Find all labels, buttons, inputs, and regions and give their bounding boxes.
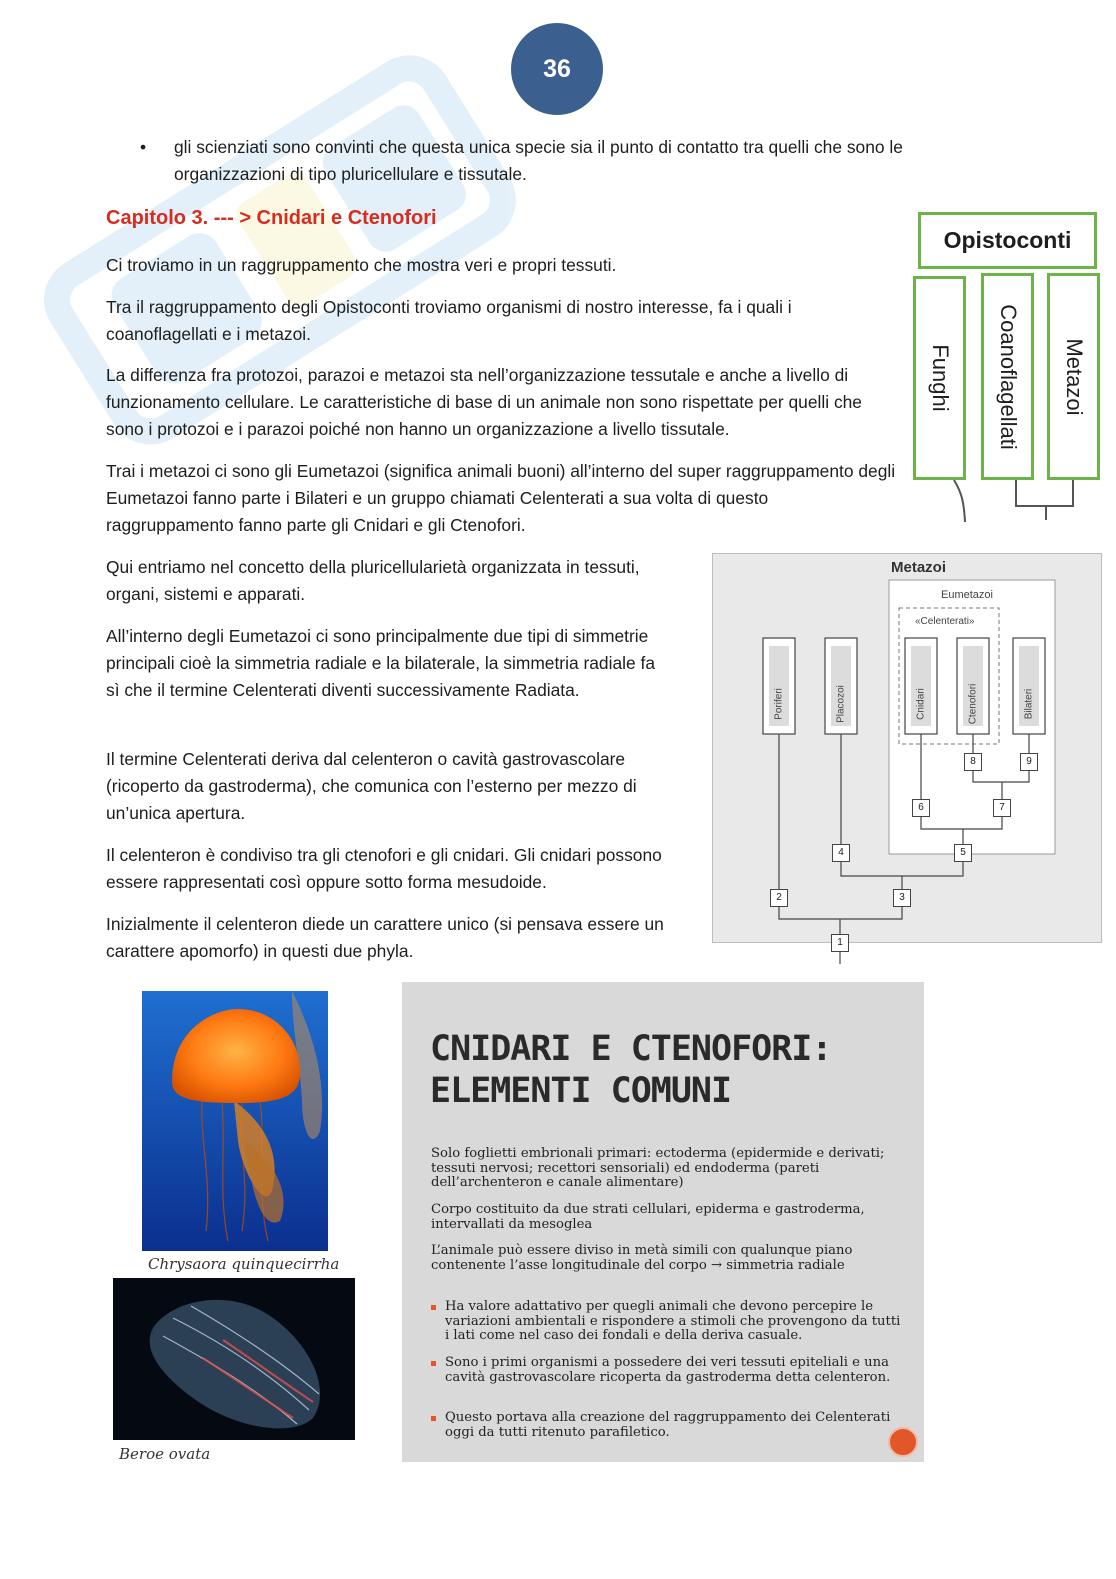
slide-bullet-2 [431,1356,901,1385]
slide-title-line-1: CNIDARI E CTENOFORI: [430,1029,832,1069]
page-number: 36 [543,54,571,83]
slide-title-line-2: ELEMENTI COMUNI [430,1071,732,1111]
slide-paragraph-2: Corpo costituito da due strati cellulari, epiderma e gastroderma, intervallati da mesoglea [431,1202,865,1232]
tree-node-6: 6 [912,799,930,817]
taxon-cnidari: Cnidari [915,688,927,720]
slide-bullet-3 [431,1411,901,1440]
jellyfish-caption: Chrysaora quinquecirrha [148,1255,340,1273]
bullet-text: gli scienziati sono convinti che questa unica specie sia il punto di contatto tra quelli che sono le organizzazioni di tipo pluricellulare e tissutale. [174,137,903,185]
celenterati-label: «Celenterati» [915,616,975,627]
funghi-label: Funghi [927,344,953,412]
slide-paragraph-1: Solo foglietti embrionali primari: ectoderma (epidermide e derivati; tessuti nervosi; recettori sensoriali) ed endoderma (pareti dell’archenteron e canale alimentare) [431,1146,885,1191]
opistoconti-box [918,212,1097,269]
opistoconti-title: Opistoconti [943,227,1072,253]
paragraph-9: Inizialmente il celenteron diede un carattere unico (si pensava essere un carattere apomorfo) in questi due phyla. [106,914,664,962]
slide-bullet-2-text: Sono i primi organismi a possedere dei veri tessuti epiteliali e una cavità gastrovascolare ricoperta da gastroderma detta celenteron. [445,1355,891,1385]
paragraph-8: Il celenteron è condiviso tra gli ctenofori e gli cnidari. Gli cnidari possono essere rappresentati così oppure sotto forma mesudoide. [106,845,662,893]
bullet-square-icon [431,1416,436,1421]
bullet-square-icon [431,1305,436,1310]
slide-common-elements [402,982,924,1462]
bullet-square-icon [431,1361,436,1366]
metazoi-tree [712,553,1102,948]
slide-bullet-1-text: Ha valore adattativo per quegli animali che devono percepire le variazioni ambientali e rispondere a stimoli che provengono da tutti i lati come nel caso dei fondali e della deriva casuale. [445,1299,901,1344]
opistoconti-branches [940,478,1100,528]
page-number-badge [511,23,603,115]
tree-node-4: 4 [832,844,850,862]
tree-title: Metazoi [891,559,947,576]
tree-node-1: 1 [831,934,849,952]
paragraph-5: Qui entriamo nel concetto della pluricellularietà organizzata in tessuti, organi, sistemi e apparati. [106,557,640,605]
tree-node-3: 3 [893,889,911,907]
metazoi-label: Metazoi [1061,337,1087,416]
paragraph-4: Trai i metazoi ci sono gli Eumetazoi (significa animali buoni) all’interno del super raggruppamento degli Eumetazoi fanno parte i Bilateri e un gruppo chiamati Celenterati a sua volta di questo raggruppamento fanno parte gli Cnidari e gli Ctenofori. [106,461,896,536]
paragraph-3: La differenza fra protozoi, parazoi e metazoi sta nell’organizzazione tessutale e anche a livello di funzionamento cellulare. Le caratteristiche di base di un animale non sono rispettate per quelli che sono i protozoi e i parazoi poiché non hanno un organizzazione a livello tissutale. [106,365,862,440]
slide-orange-circle-icon [888,1427,918,1457]
slide-bullet-1 [431,1300,901,1344]
tree-node-9: 9 [1020,753,1038,771]
taxon-ctenofori: Ctenofori [967,683,979,725]
funghi-box [913,276,966,480]
tree-node-8: 8 [964,753,982,771]
paragraph-1: Ci troviamo in un raggruppamento che mostra veri e propri tessuti. [106,255,617,275]
paragraph-6: All’interno degli Eumetazoi ci sono principalmente due tipi di simmetrie principali cioè la simmetria radiale e la bilaterale, la simmetria radiale fa sì che il termine Celenterati diventi successivamente Radiata. [106,626,656,701]
slide-paragraph-3: L’animale può essere diviso in metà simili con qualunque piano contenente l’asse longitudinale del corpo → simmetria radiale [431,1243,853,1273]
taxon-poriferi: Poriferi [773,688,785,720]
chapter-title: Capitolo 3. --- > Cnidari e Ctenofori [106,207,437,229]
bullet-dot-icon: • [140,137,147,157]
taxon-bilateri: Bilateri [1023,688,1035,720]
paragraph-2: Tra il raggruppamento degli Opistoconti troviamo organismi di nostro interesse, fa i quali i coanoflagellati e i metazoi. [106,297,792,345]
beroe-photo [113,1278,355,1440]
jellyfish-photo [142,991,328,1251]
slide-bullet-3-text: Questo portava alla creazione del raggruppamento dei Celenterati oggi da tutti ritenuto parafiletico. [445,1410,891,1440]
coanoflagellati-label: Coanoflagellati [995,303,1021,450]
paragraph-7: Il termine Celenterati deriva dal celenteron o cavità gastrovascolare (ricoperto da gastroderma), che comunica con l’esterno per mezzo di un’unica apertura. [106,749,637,824]
beroe-caption: Beroe ovata [119,1445,211,1463]
tree-node-5: 5 [954,844,972,862]
coanoflagellati-box [981,273,1034,480]
tree-node-2: 2 [770,889,788,907]
eumetazoi-label: Eumetazoi [941,589,993,601]
slide-title [430,1028,831,1112]
tree-lines [713,554,1103,944]
taxon-placozoi: Placozoi [835,685,847,723]
tree-node-7: 7 [993,799,1011,817]
metazoi-box [1047,273,1100,480]
